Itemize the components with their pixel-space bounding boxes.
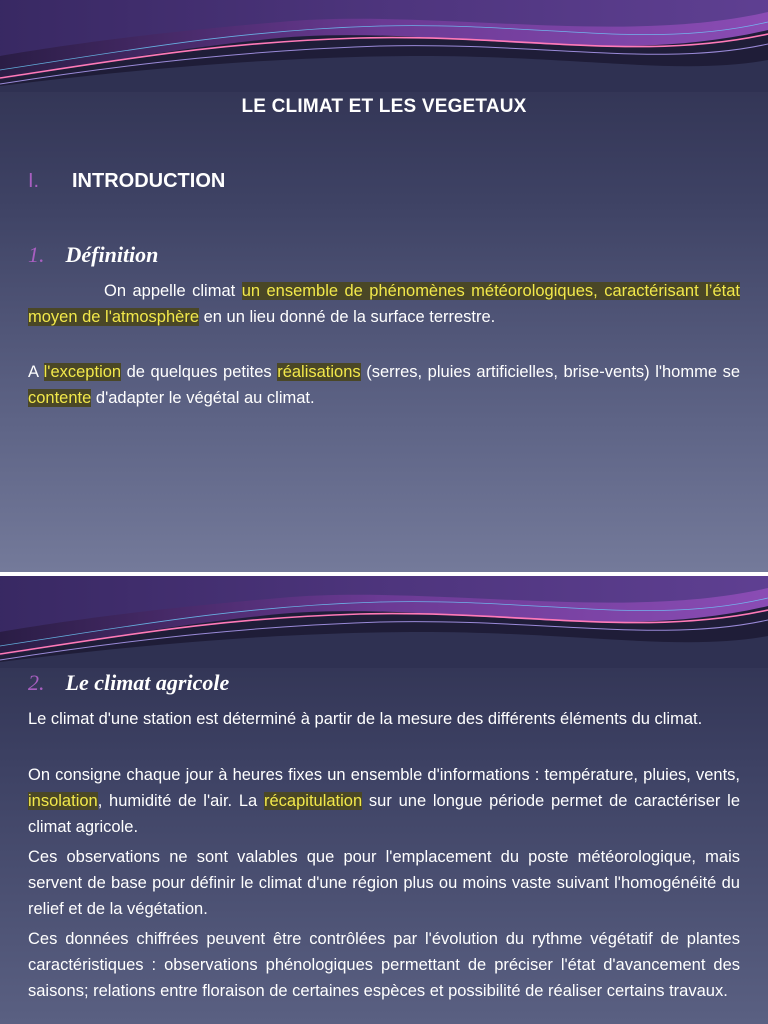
slide-banner-decoration [0,0,768,92]
highlighted-text: insolation [28,792,98,810]
subsection-label: Le climat agricole [65,670,230,695]
subsection-label: Définition [65,242,159,267]
text-run: On consigne chaque jour à heures fixes un ensemble d'informations : température, pluies, vents, [28,766,740,784]
subsection-number: 2. [28,670,45,695]
slide-banner-decoration [0,576,768,668]
text-run: sur une longue période permet de caractériser le climat agricole. [28,792,740,836]
text-run: On appelle climat [104,282,242,300]
highlighted-text: l'exception [43,363,122,381]
definition-paragraph [28,278,740,330]
observations-paragraph: Ces observations ne sont valables que pour l'emplacement du poste météorologique, mais servent de base pour définir le climat d'une région plus ou moins vaste suivant l'homogénéité du relief et de la végétation. [28,848,740,918]
section-number: I. [28,170,40,192]
slide-2 [0,576,768,1024]
station-paragraph: Le climat d'une station est déterminé à partir de la mesure des différents éléments du climat. [28,710,703,728]
exception-paragraph [28,359,740,411]
highlighted-text: un ensemble de phénomènes météorologiques, caractérisant l’état moyen de l'atmosphère [28,282,740,326]
donnees-paragraph: Ces données chiffrées peuvent être contrôlées par l'évolution du rythme végétatif de plantes caractéristiques : observations phénologiques permettant de préciser l'état d'avancement des saisons; relations entre floraison de certaines espèces et possibilité de réaliser certains travaux. [28,930,740,1000]
text-run: en un lieu donné de la surface terrestre. [199,308,496,326]
subsection-heading-definition [28,242,158,268]
consigne-paragraph [28,762,740,840]
text-run: A [28,363,44,381]
subsection-number: 1. [28,242,45,267]
highlighted-text: récapitulation [264,792,363,810]
section-heading [0,170,768,198]
subsection-heading-climat-agricole [28,670,229,696]
text-run: (serres, pluies artificielles, brise-vents) l'homme se [360,363,740,381]
text-run: , humidité de l'air. La [97,792,264,810]
text-run: d'adapter le végétal au climat. [91,389,315,407]
highlighted-text: réalisations [277,363,361,381]
highlighted-text: contente [28,389,92,407]
section-label: INTRODUCTION [72,170,226,192]
text-run: de quelques petites [121,363,278,381]
slide-title: LE CLIMAT ET LES VEGETAUX [241,96,527,117]
